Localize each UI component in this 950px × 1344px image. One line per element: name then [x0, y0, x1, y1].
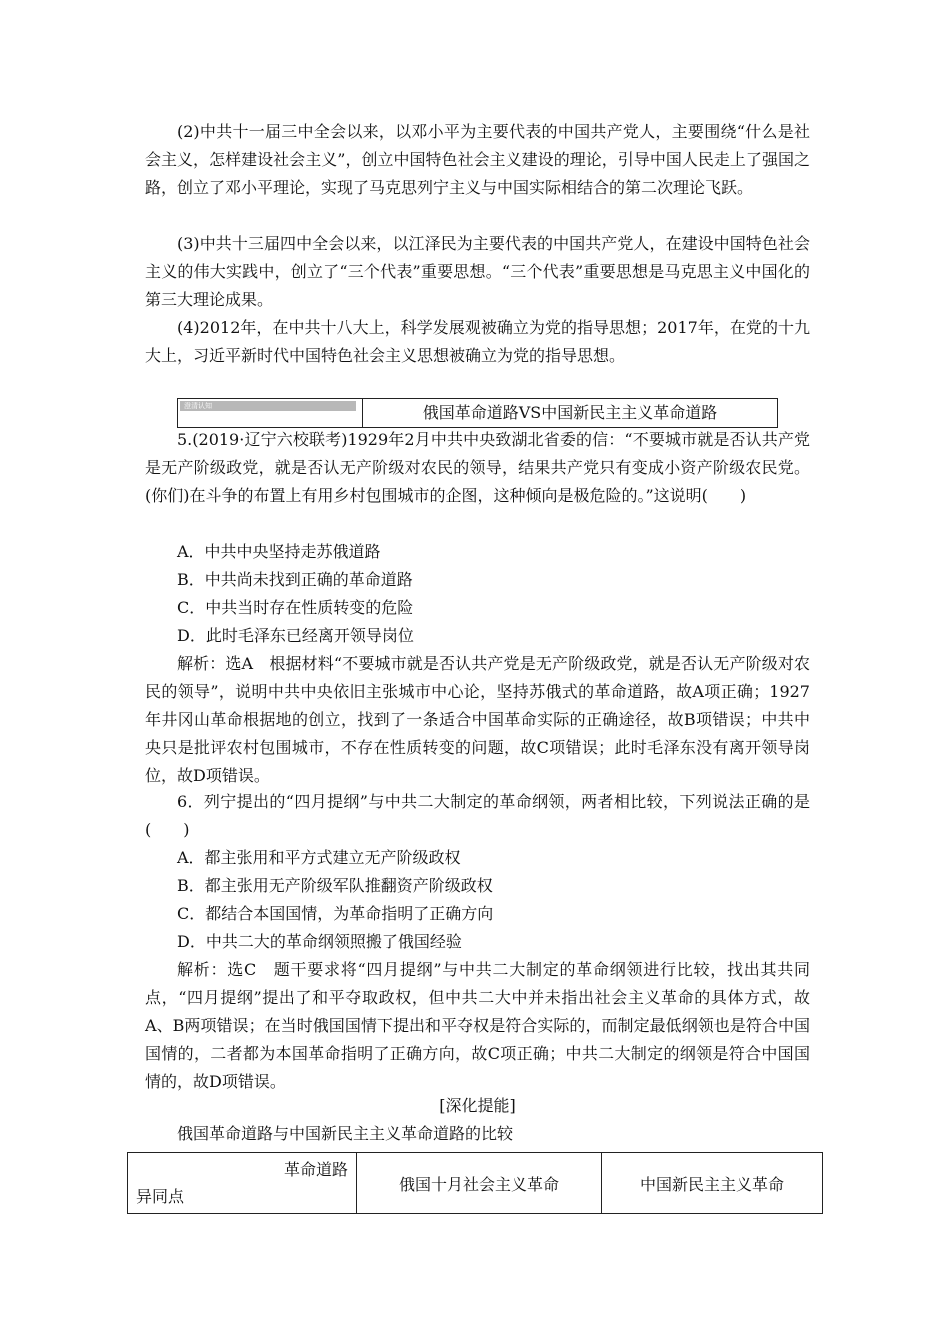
question-5-option-a: A．中共中央坚持走苏俄道路	[177, 542, 381, 561]
question-6-stem: 6．列宁提出的“四月提纲”与中共二大制定的革命纲领，两者相比较，下列说法正确的是( )	[145, 792, 810, 839]
question-5-option-b: B．中共尚未找到正确的革命道路	[177, 570, 413, 589]
question-6-analysis: 解析：选C 题干要求将“四月提纲”与中共二大制定的革命纲领进行比较，找出其共同点，“四月提纲”提出了和平夺取政权，但中共二大中并未指出社会主义革命的具体方式，故A、B两项错误；在当时俄国国情下提出和平夺权是符合实际的，而制定最低纲领也是符合中国国情的，二者都为本国革命指明了正确方向，故C项正确；中共二大制定的纲领是符合中国国情的，故D项错误。	[145, 960, 810, 1091]
question-6-option-d: D．中共二大的革命纲领照搬了俄国经验	[177, 932, 462, 951]
corner-label-similarities-differences: 异同点	[136, 1187, 185, 1206]
table-corner-cell	[128, 1153, 357, 1214]
section-title: [深化提能]	[439, 1096, 516, 1115]
table-header-row	[128, 1153, 823, 1214]
section-banner	[177, 398, 778, 428]
table-header-chinese-revolution: 中国新民主主义革命	[602, 1153, 823, 1214]
banner-tag-label: 澄清认知	[180, 401, 356, 411]
question-6-option-b: B．都主张用无产阶级军队推翻资产阶级政权	[177, 876, 493, 895]
question-5-stem: 5.(2019·辽宁六校联考)1929年2月中共中央致湖北省委的信：“不要城市就是否认共产党是无产阶级政党，就是否认无产阶级对农民的领导，结果共产党只有变成小资产阶级农民党。(你们)在斗争的布置上有用乡村包围城市的企图，这种倾向是极危险的。”这说明( )	[145, 430, 810, 505]
question-6-option-c: C．都结合本国国情，为革命指明了正确方向	[177, 904, 494, 923]
question-6-option-a: A．都主张用和平方式建立无产阶级政权	[177, 848, 461, 867]
table-header-russian-revolution: 俄国十月社会主义革命	[357, 1153, 602, 1214]
corner-label-revolution-path: 革命道路	[283, 1160, 348, 1179]
table-caption: 俄国革命道路与中国新民主主义革命道路的比较	[177, 1124, 514, 1143]
question-5-option-c: C．中共当时存在性质转变的危险	[177, 598, 414, 617]
banner-title: 俄国革命道路VS中国新民主主义革命道路	[422, 403, 718, 422]
comparison-table	[127, 1152, 823, 1214]
banner-tag-box	[178, 399, 363, 427]
paragraph-deng-theory: (2)中共十一届三中全会以来，以邓小平为主要代表的中国共产党人，主要围绕“什么是社会主义，怎样建设社会主义”，创立中国特色社会主义建设的理论，引导中国人民走上了强国之路，创立了邓小平理论，实现了马克思列宁主义与中国实际相结合的第二次理论飞跃。	[145, 122, 810, 197]
question-5-analysis: 解析：选A 根据材料“不要城市就是否认共产党是无产阶级政党，就是否认无产阶级对农民的领导”，说明中共中央依旧主张城市中心论，坚持苏俄式的革命道路，故A项正确；1927年井冈山革命根据地的创立，找到了一条适合中国革命实际的正确途径，故B项错误；中共中央只是批评农村包围城市，不存在性质转变的问题，故C项错误；此时毛泽东没有离开领导岗位，故D项错误。	[145, 654, 810, 785]
paragraph-three-represents: (3)中共十三届四中全会以来，以江泽民为主要代表的中国共产党人，在建设中国特色社会主义的伟大实践中，创立了“三个代表”重要思想。“三个代表”重要思想是马克思主义中国化的第三大理论成果。	[145, 234, 810, 309]
paragraph-scientific-outlook: (4)2012年，在中共十八大上，科学发展观被确立为党的指导思想；2017年，在党的十九大上，习近平新时代中国特色社会主义思想被确立为党的指导思想。	[145, 318, 810, 365]
question-5-option-d: D．此时毛泽东已经离开领导岗位	[177, 626, 414, 645]
